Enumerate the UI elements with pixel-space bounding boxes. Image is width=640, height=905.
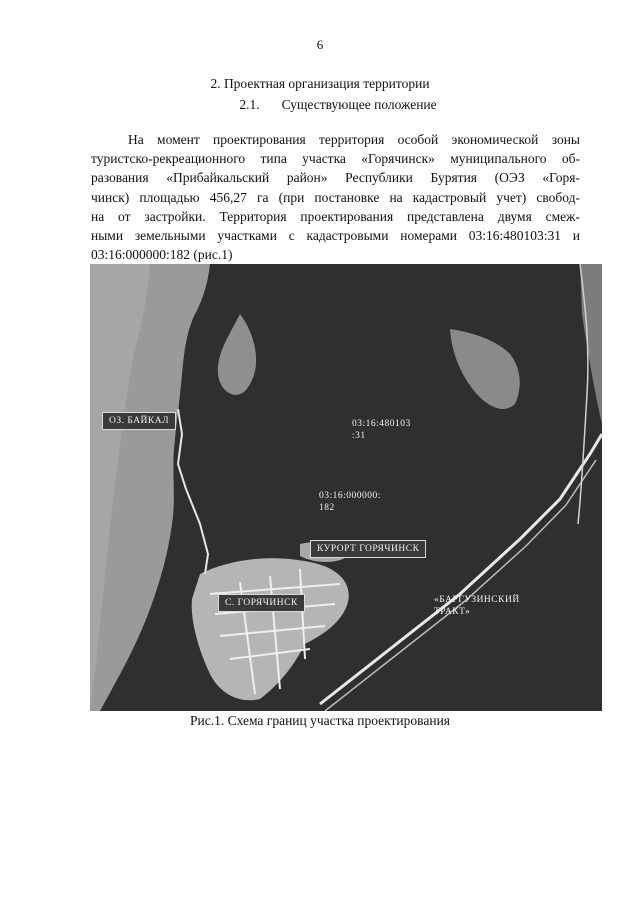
section-heading: 2. Проектная организация территории — [210, 76, 430, 91]
subsection-number: 2.1. — [239, 97, 260, 112]
site-map-figure — [90, 264, 602, 711]
paragraph-line: разования «Прибайкальский район» Республики Бурятия (ОЭЗ «Горя- — [91, 170, 580, 186]
parcel-1-number: 03:16:480103 — [352, 419, 411, 429]
parcel-2-label — [319, 490, 381, 514]
paragraph-line: чинск) площадью 456,27 га (при постановке на кадастровый учет) свобод- — [91, 189, 580, 205]
paragraph-line: На момент проектирования территория особой экономической зоны — [128, 132, 580, 147]
road-label — [434, 594, 520, 618]
lake-label: ОЗ. БАЙКАЛ — [102, 412, 176, 430]
subsection-heading — [18, 97, 640, 113]
map-graphic — [90, 264, 602, 711]
resort-label: КУРОРТ ГОРЯЧИНСК — [310, 540, 426, 558]
parcel-2-suffix: 182 — [319, 503, 335, 513]
parcel-1-suffix: :31 — [352, 431, 366, 441]
parcel-1-label — [352, 418, 411, 442]
figure-caption: Рис.1. Схема границ участка проектирования — [189, 713, 451, 728]
village-label: С. ГОРЯЧИНСК — [218, 594, 305, 612]
paragraph-line: ными земельными участками с кадастровыми номерами 03:16:480103:31 и — [91, 228, 580, 244]
page-number: 6 — [316, 37, 324, 52]
paragraph-line: 03:16:000000:182 (рис.1) — [91, 247, 233, 263]
parcel-2-number: 03:16:000000: — [319, 491, 381, 501]
road-label-line2: ТРАКТ» — [434, 607, 471, 617]
subsection-title: Существующее положение — [281, 97, 437, 112]
road-label-line1: «БАРГУЗИНСКИЙ — [434, 595, 520, 605]
paragraph-line: на от застройки. Территория проектирования представлена двумя смеж- — [91, 208, 580, 224]
paragraph-line: туристско-рекреационного типа участка «Горячинск» муниципального об- — [91, 151, 580, 167]
body-paragraph — [91, 130, 580, 264]
